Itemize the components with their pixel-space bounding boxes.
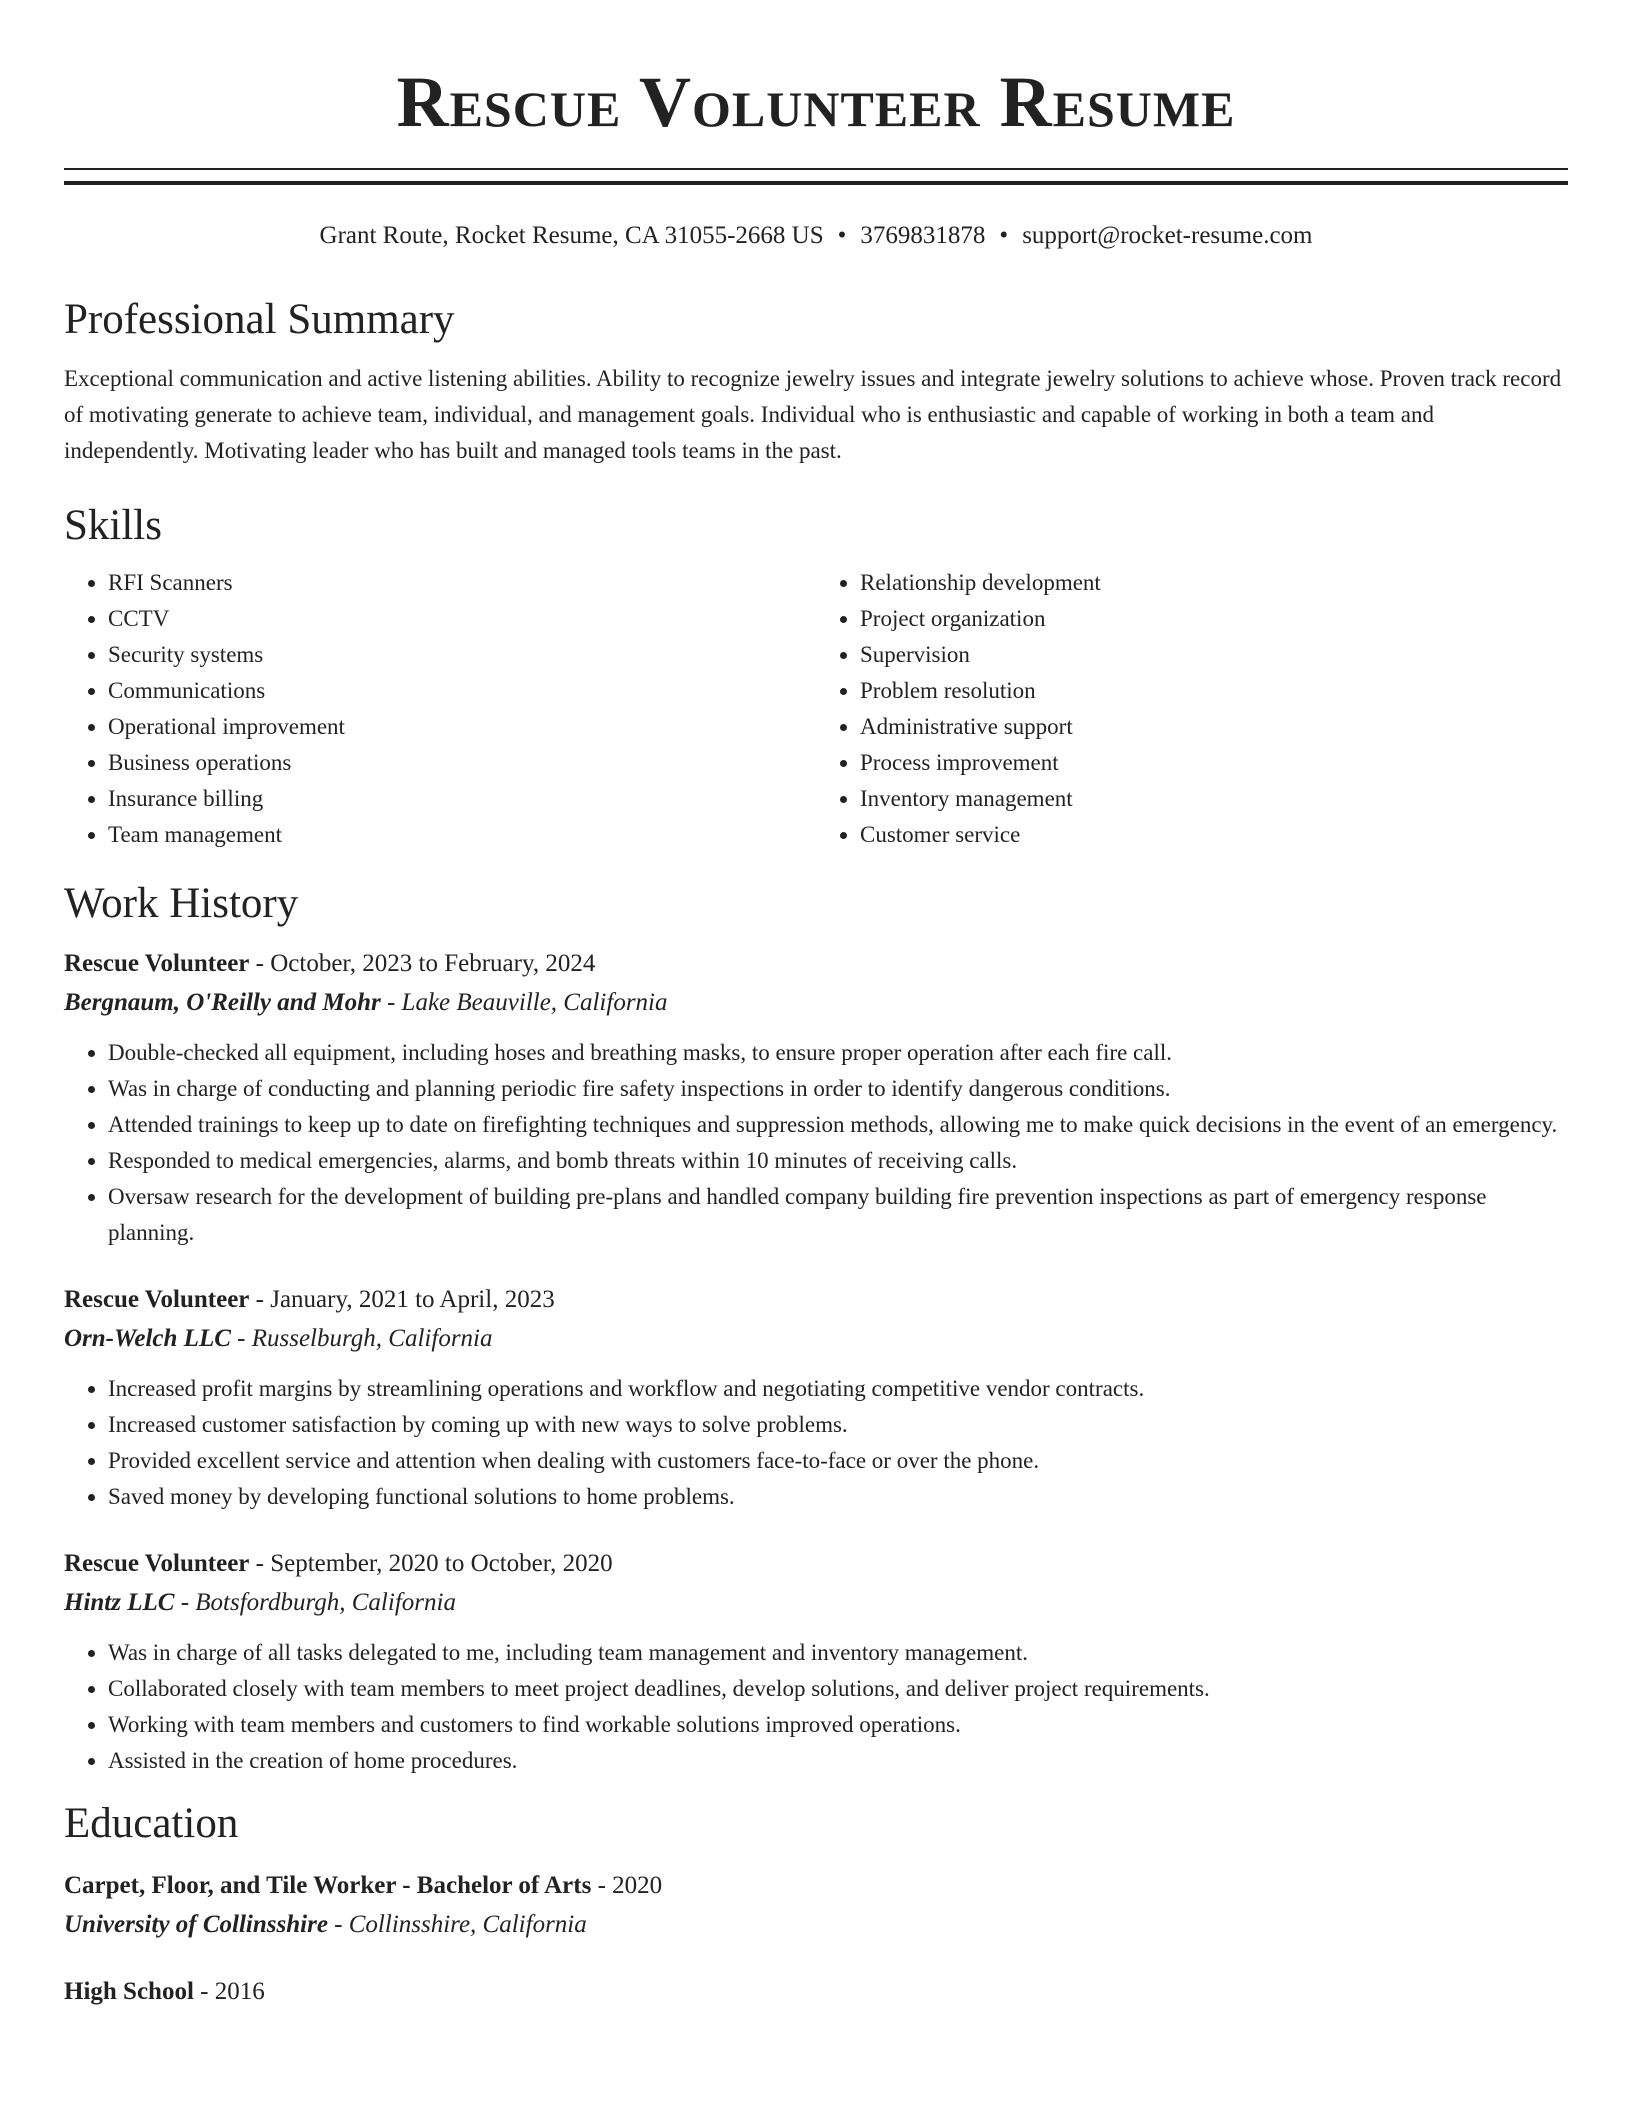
education-degree-line (64, 1973, 1568, 2011)
skill-item: • Process improvement (860, 745, 1568, 781)
skill-item: • Project organization (860, 601, 1568, 637)
skill-item: • Security systems (108, 637, 816, 673)
education-school-line (64, 1905, 1568, 1945)
job-title: Rescue Volunteer (64, 1286, 250, 1313)
job-bullet: • Was in charge of conducting and planning periodic fire safety inspections in order to identify dangerous conditions. (108, 1071, 1568, 1107)
education-degree-line (64, 1867, 1568, 1905)
job-entry (64, 1281, 1568, 1515)
skill-item: • Problem resolution (860, 673, 1568, 709)
skill-item: • CCTV (108, 601, 816, 637)
skill-item: • Inventory management (860, 781, 1568, 817)
contact-phone: 3769831878 (860, 222, 986, 249)
job-title-line (64, 1281, 1568, 1319)
job-company: Bergnaum, O'Reilly and Mohr (64, 989, 381, 1016)
job-bullet: • Provided excellent service and attention when dealing with customers face-to-face or over the phone. (108, 1443, 1568, 1479)
job-bullet: • Attended trainings to keep up to date on firefighting techniques and suppression methods, allowing me to make quick decisions in the event of an emergency. (108, 1107, 1568, 1143)
education-degree: Carpet, Floor, and Tile Worker - Bachelor of Arts (64, 1872, 592, 1899)
job-company: Hintz LLC (64, 1589, 175, 1616)
skill-item: • Insurance billing (108, 781, 816, 817)
skill-item: • Business operations (108, 745, 816, 781)
education-degree: High School (64, 1978, 194, 2005)
title-double-rule (64, 168, 1568, 185)
job-bullet: • Double-checked all equipment, including hoses and breathing masks, to ensure proper operation after each fire call. (108, 1035, 1568, 1071)
job-bullet: • Working with team members and customers to find workable solutions improved operations. (108, 1707, 1568, 1743)
job-title-line (64, 945, 1568, 983)
job-bullets (64, 1635, 1568, 1779)
education-entry (64, 1973, 1568, 2011)
contact-email[interactable]: support@rocket-resume.com (1022, 222, 1313, 249)
skill-item: • Supervision (860, 637, 1568, 673)
job-dates: - October, 2023 to February, 2024 (249, 950, 596, 977)
skills-left-list (64, 565, 816, 853)
resume-title: Rescue Volunteer Resume (396, 62, 1236, 142)
job-bullet: • Oversaw research for the development of building pre-plans and handled company building fire prevention inspections as part of emergency response planning. (108, 1179, 1568, 1251)
job-dates: - January, 2021 to April, 2023 (249, 1286, 555, 1313)
skill-item: • RFI Scanners (108, 565, 816, 601)
contact-separator: • (999, 222, 1009, 249)
work-history-heading: Work History (64, 880, 299, 927)
job-entry (64, 945, 1568, 1251)
job-location: - Lake Beauville, California (380, 989, 668, 1016)
job-bullet: • Assisted in the creation of home procedures. (108, 1743, 1568, 1779)
summary-text: Exceptional communication and active listening abilities. Ability to recognize jewelry issues and integrate jewelry solutions to achieve whose. Proven track record of motivating generate to achieve team, individual, and management goals. Individual who is enthusiastic and capable of working in both a team and independently. Motivating leader who has built and managed tools teams in the past. (64, 366, 1562, 463)
contact-address: Grant Route, Rocket Resume, CA 31055-2668 US (319, 222, 824, 249)
education-heading: Education (64, 1800, 239, 1847)
education-location: - Collinsshire, California (327, 1911, 587, 1938)
skill-item: • Operational improvement (108, 709, 816, 745)
skills-heading: Skills (64, 502, 162, 549)
job-company-line (64, 983, 1568, 1023)
job-bullet: • Responded to medical emergencies, alarms, and bomb threats within 10 minutes of receiving calls. (108, 1143, 1568, 1179)
job-title: Rescue Volunteer (64, 1550, 250, 1577)
summary-heading: Professional Summary (64, 296, 455, 343)
skill-item: • Relationship development (860, 565, 1568, 601)
job-bullets (64, 1035, 1568, 1251)
job-bullet: • Saved money by developing functional solutions to home problems. (108, 1479, 1568, 1515)
job-bullet: • Increased customer satisfaction by coming up with new ways to solve problems. (108, 1407, 1568, 1443)
contact-separator: • (837, 222, 847, 249)
job-company-line (64, 1583, 1568, 1623)
job-location: - Botsfordburgh, California (174, 1589, 456, 1616)
job-company-line (64, 1319, 1568, 1359)
education-school: University of Collinsshire (64, 1911, 328, 1938)
skill-item: • Administrative support (860, 709, 1568, 745)
skill-item: • Customer service (860, 817, 1568, 853)
skill-item: • Team management (108, 817, 816, 853)
job-bullet: • Increased profit margins by streamlining operations and workflow and negotiating competitive vendor contracts. (108, 1371, 1568, 1407)
job-bullets (64, 1371, 1568, 1515)
job-location: - Russelburgh, California (230, 1325, 493, 1352)
education-year: - 2020 (591, 1872, 663, 1899)
education-year: - 2016 (193, 1978, 265, 2005)
job-title-line (64, 1545, 1568, 1583)
skills-right-list (816, 565, 1568, 853)
job-dates: - September, 2020 to October, 2020 (249, 1550, 613, 1577)
contact-line (64, 221, 1568, 251)
job-company: Orn-Welch LLC (64, 1325, 231, 1352)
job-bullet: • Collaborated closely with team members to meet project deadlines, develop solutions, and deliver project requirements. (108, 1671, 1568, 1707)
job-entry (64, 1545, 1568, 1779)
job-bullet: • Was in charge of all tasks delegated to me, including team management and inventory management. (108, 1635, 1568, 1671)
skills-columns (64, 565, 1568, 853)
skill-item: • Communications (108, 673, 816, 709)
job-title: Rescue Volunteer (64, 950, 250, 977)
education-entry (64, 1867, 1568, 1945)
